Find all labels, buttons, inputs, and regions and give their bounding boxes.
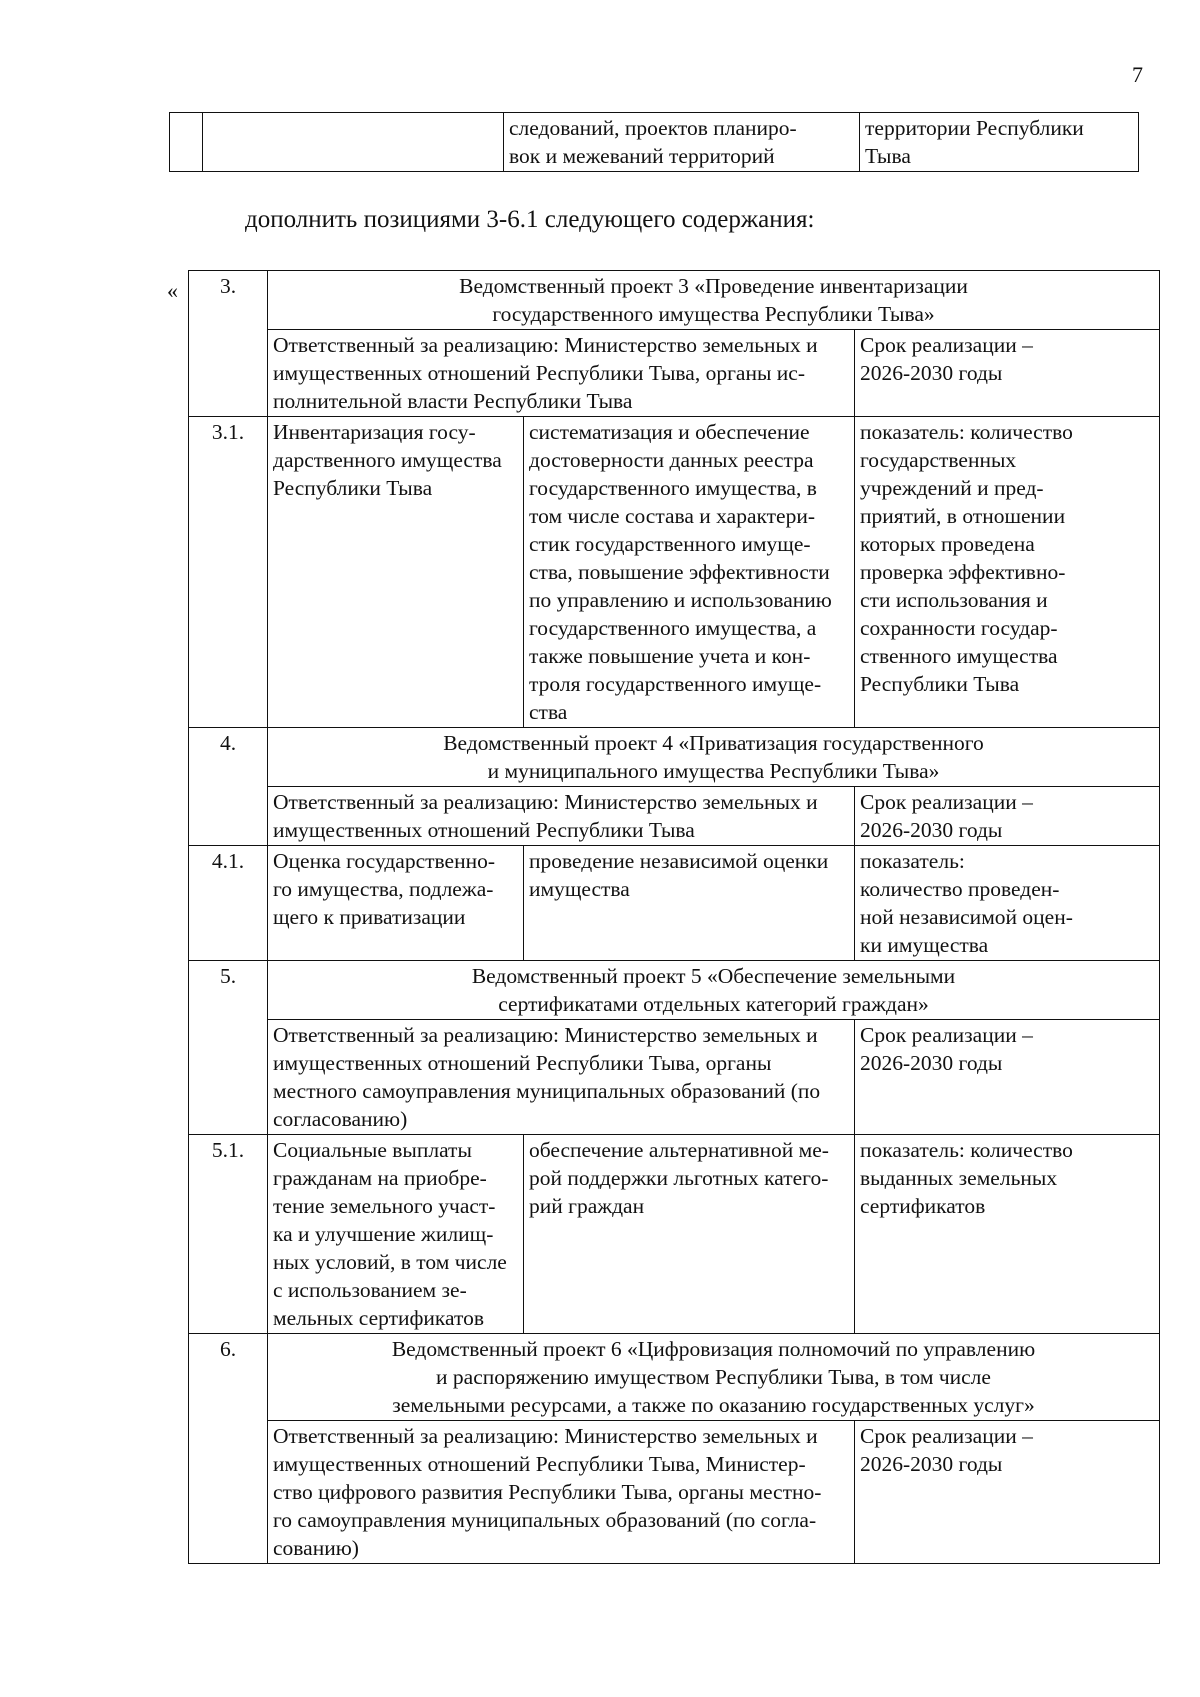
- text-line: имущества: [529, 877, 630, 901]
- cell-description: [504, 113, 860, 172]
- text-line: Социальные выплаты: [273, 1138, 472, 1162]
- indicator-cell: [855, 1135, 1160, 1334]
- deadline-cell: [855, 787, 1160, 846]
- text-line: Ответственный за реализацию: Министерство земельных и: [273, 1424, 818, 1448]
- text-line: щего к приватизации: [273, 905, 466, 929]
- intro-text: дополнить позициями 3-6.1 следующего содержания:: [245, 206, 815, 233]
- open-quote: «: [167, 278, 178, 303]
- text-line: Ведомственный проект 4 «Приватизация государственного: [443, 731, 984, 755]
- row-number: 5.: [189, 961, 268, 1135]
- table-row-head: [189, 728, 1160, 787]
- text-line: Срок реализации –: [860, 333, 1033, 357]
- text-line: ство цифрового развития Республики Тыва, органы местно-: [273, 1480, 822, 1504]
- deadline-cell: [855, 330, 1160, 417]
- text-line: троля государственного имуще-: [529, 672, 822, 696]
- text-line: количество проведен-: [860, 877, 1060, 901]
- text-line: гражданам на приобре-: [273, 1166, 487, 1190]
- deadline-cell: [855, 1421, 1160, 1564]
- text-line: имущественных отношений Республики Тыва, органы ис-: [273, 361, 805, 385]
- text-line: стик государственного имуще-: [529, 532, 811, 556]
- text-line: и распоряжению имуществом Республики Тыва, в том числе: [436, 1365, 991, 1389]
- text-line: Срок реализации –: [860, 1424, 1033, 1448]
- table-row-resp: [189, 787, 1160, 846]
- projects-table: [188, 270, 1160, 1564]
- page-number: 7: [1132, 62, 1143, 87]
- text-line: го имущества, подлежа-: [273, 877, 494, 901]
- text-line: показатель: количество: [860, 1138, 1073, 1162]
- text-line: вок и межеваний территорий: [509, 144, 775, 168]
- table-row-item: [189, 1135, 1160, 1334]
- text-line: территории Республики: [865, 116, 1084, 140]
- measure-description-cell: [524, 1135, 855, 1334]
- text-line: Оценка государственно-: [273, 849, 496, 873]
- text-line: ных условий, в том числе: [273, 1250, 507, 1274]
- text-line: с использованием зе-: [273, 1278, 467, 1302]
- text-line: ственного имущества: [860, 644, 1058, 668]
- text-line: ства: [529, 700, 568, 724]
- measure-name-cell: [268, 417, 524, 728]
- text-line: мельных сертификатов: [273, 1306, 485, 1330]
- measure-name-cell: [268, 1135, 524, 1334]
- table-row-item: [189, 846, 1160, 961]
- row-number: 4.1.: [189, 846, 268, 961]
- indicator-cell: [855, 417, 1160, 728]
- text-line: Республики Тыва: [273, 476, 433, 500]
- text-line: достоверности данных реестра: [529, 448, 814, 472]
- text-line: имущественных отношений Республики Тыва, органы: [273, 1051, 772, 1075]
- row-number: 4.: [189, 728, 268, 846]
- text-line: Срок реализации –: [860, 790, 1033, 814]
- text-line: также повышение учета и кон-: [529, 644, 811, 668]
- table-row-head: [189, 271, 1160, 330]
- text-line: Ведомственный проект 3 «Проведение инвентаризации: [459, 274, 968, 298]
- text-line: согласованию): [273, 1107, 408, 1131]
- text-line: Инвентаризация госу-: [273, 420, 476, 444]
- text-line: полнительной власти Республики Тыва: [273, 389, 633, 413]
- text-line: дарственного имущества: [273, 448, 502, 472]
- text-line: имущественных отношений Республики Тыва: [273, 818, 695, 842]
- text-line: обеспечение альтернативной ме-: [529, 1138, 829, 1162]
- deadline-cell: [855, 1020, 1160, 1135]
- text-line: учреждений и пред-: [860, 476, 1044, 500]
- text-line: государственного имущества Республики Тыва»: [492, 302, 935, 326]
- text-line: показатель: количество: [860, 420, 1073, 444]
- text-line: тение земельного участ-: [273, 1194, 496, 1218]
- row-number: 3.1.: [189, 417, 268, 728]
- continued-table: [169, 112, 1139, 172]
- responsible-cell: [268, 1020, 855, 1135]
- text-line: сованию): [273, 1536, 359, 1560]
- project-title: [268, 728, 1160, 787]
- text-line: Ведомственный проект 6 «Цифровизация полномочий по управлению: [391, 1337, 1036, 1361]
- text-line: сти использования и: [860, 588, 1048, 612]
- text-line: проведение независимой оценки: [529, 849, 829, 873]
- text-line: государственного имущества, а: [529, 616, 817, 640]
- text-line: 2026-2030 годы: [860, 1452, 1003, 1476]
- text-line: земельными ресурсами, а также по оказанию государственных услуг»: [392, 1393, 1035, 1417]
- text-line: 2026-2030 годы: [860, 1051, 1003, 1075]
- cell-num: [170, 113, 203, 172]
- cell-indicator: [860, 113, 1139, 172]
- responsible-cell: [268, 787, 855, 846]
- text-line: систематизация и обеспечение: [529, 420, 810, 444]
- text-line: ной независимой оцен-: [860, 905, 1073, 929]
- text-line: государственных: [860, 448, 1017, 472]
- row-number: 6.: [189, 1334, 268, 1564]
- text-line: сертификатов: [860, 1194, 986, 1218]
- table-row-item: [189, 417, 1160, 728]
- text-line: го самоуправления муниципальных образований (по согла-: [273, 1508, 817, 1532]
- indicator-cell: [855, 846, 1160, 961]
- text-line: Республики Тыва: [860, 672, 1020, 696]
- text-line: выданных земельных: [860, 1166, 1058, 1190]
- table-row-resp: [189, 1020, 1160, 1135]
- text-line: местного самоуправления муниципальных образований (по: [273, 1079, 821, 1103]
- measure-description-cell: [524, 417, 855, 728]
- text-line: Ответственный за реализацию: Министерство земельных и: [273, 333, 818, 357]
- measure-description-cell: [524, 846, 855, 961]
- text-line: 2026-2030 годы: [860, 818, 1003, 842]
- responsible-cell: [268, 330, 855, 417]
- text-line: ки имущества: [860, 933, 989, 957]
- text-line: Ответственный за реализацию: Министерство земельных и: [273, 790, 818, 814]
- text-line: показатель:: [860, 849, 965, 873]
- cell-name: [203, 113, 504, 172]
- table-row-resp: [189, 1421, 1160, 1564]
- text-line: Ответственный за реализацию: Министерство земельных и: [273, 1023, 818, 1047]
- project-title: [268, 271, 1160, 330]
- project-title: [268, 961, 1160, 1020]
- text-line: Срок реализации –: [860, 1023, 1033, 1047]
- text-line: Тыва: [865, 144, 911, 168]
- project-title: [268, 1334, 1160, 1421]
- text-line: приятий, в отношении: [860, 504, 1066, 528]
- text-line: имущественных отношений Республики Тыва, Министер-: [273, 1452, 806, 1476]
- text-line: государственного имущества, в: [529, 476, 817, 500]
- responsible-cell: [268, 1421, 855, 1564]
- text-line: и муниципального имущества Республики Тыва»: [487, 759, 940, 783]
- measure-name-cell: [268, 846, 524, 961]
- text-line: рий граждан: [529, 1194, 645, 1218]
- text-line: следований, проектов планиро-: [509, 116, 797, 140]
- text-line: ка и улучшение жилищ-: [273, 1222, 494, 1246]
- text-line: 2026-2030 годы: [860, 361, 1003, 385]
- text-line: по управлению и использованию: [529, 588, 832, 612]
- table-row-resp: [189, 330, 1160, 417]
- text-line: ства, повышение эффективности: [529, 560, 830, 584]
- text-line: том числе состава и характери-: [529, 504, 815, 528]
- table-row-head: [189, 1334, 1160, 1421]
- table-row-head: [189, 961, 1160, 1020]
- text-line: сохранности государ-: [860, 616, 1058, 640]
- text-line: которых проведена: [860, 532, 1035, 556]
- text-line: рой поддержки льготных катего-: [529, 1166, 829, 1190]
- text-line: проверка эффективно-: [860, 560, 1066, 584]
- row-number: 5.1.: [189, 1135, 268, 1334]
- text-line: Ведомственный проект 5 «Обеспечение земельными: [471, 964, 956, 988]
- text-line: сертификатами отдельных категорий граждан»: [498, 992, 929, 1016]
- row-number: 3.: [189, 271, 268, 417]
